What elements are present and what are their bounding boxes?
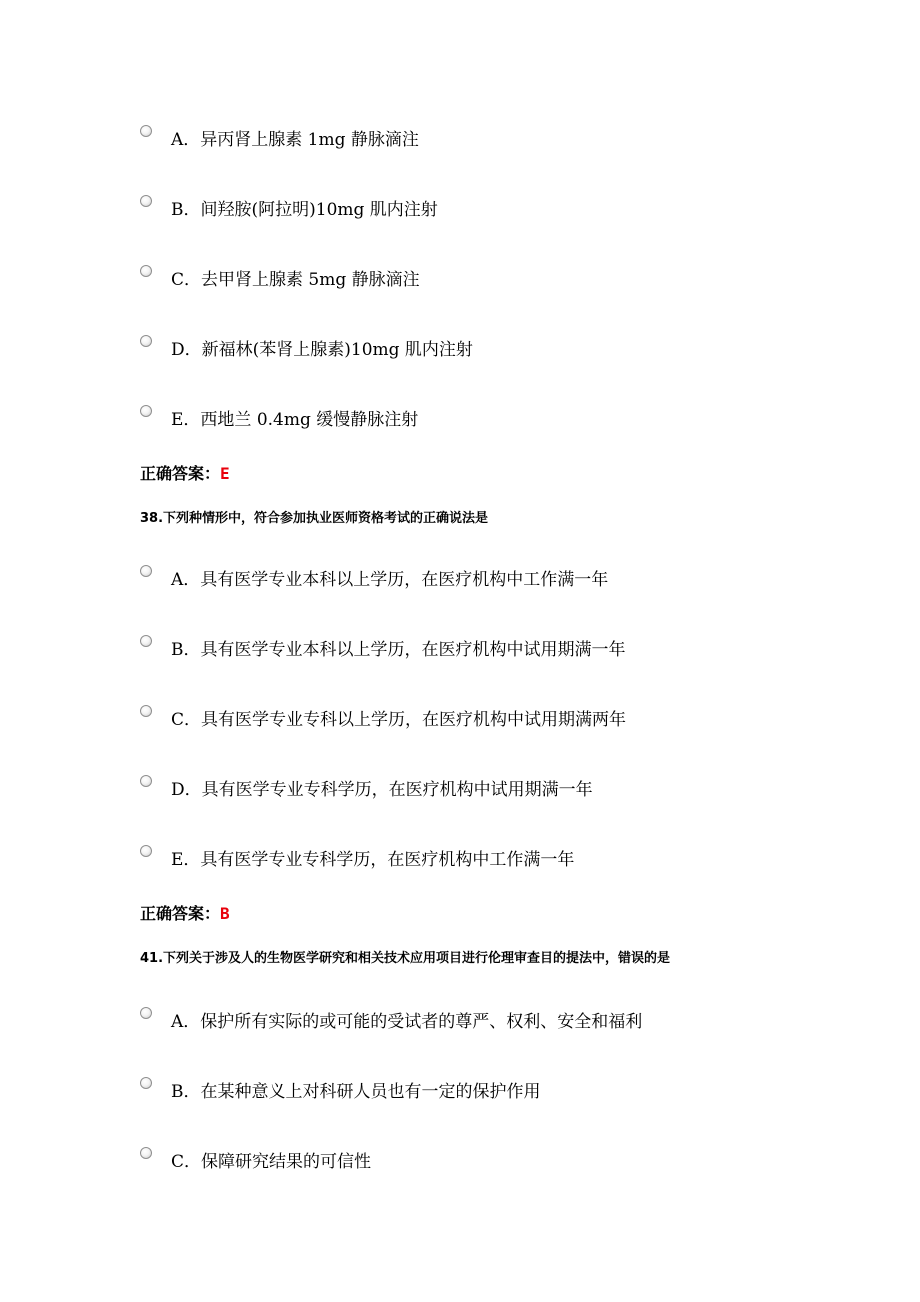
radio-button-icon[interactable] [140,405,152,417]
option-text: B．在某种意义上对科研人员也有一定的保护作用 [171,1082,541,1102]
option-text: E．西地兰 0.4mg 缓慢静脉注射 [171,410,419,430]
radio-button-icon[interactable] [140,195,152,207]
option-text: D．具有医学专业专科学历，在医疗机构中试用期满一年 [171,780,593,800]
radio-button-icon[interactable] [140,335,152,347]
option-text: C．具有医学专业专科以上学历，在医疗机构中试用期满两年 [171,710,627,730]
answer-value: B [220,904,230,923]
answer-label: 正确答案： [140,464,221,483]
question-title: 41.下列关于涉及人的生物医学研究和相关技术应用项目进行伦理审查目的提法中，错误的是 [140,951,671,966]
question-title: 38.下列种情形中，符合参加执业医师资格考试的正确说法是 [140,511,489,526]
radio-button-icon[interactable] [140,1077,152,1089]
radio-button-icon[interactable] [140,565,152,577]
radio-button-icon[interactable] [140,1147,152,1159]
radio-button-icon[interactable] [140,1007,152,1019]
radio-button-icon[interactable] [140,775,152,787]
option-text: B．间羟胺(阿拉明)10mg 肌内注射 [171,200,438,220]
option-text: E．具有医学专业专科学历，在医疗机构中工作满一年 [171,850,575,870]
correct-answer [140,462,230,486]
option-text: A．保护所有实际的或可能的受试者的尊严、权利、安全和福利 [171,1012,643,1032]
radio-button-icon[interactable] [140,125,152,137]
option-text: A．具有医学专业本科以上学历，在医疗机构中工作满一年 [171,570,609,590]
option-text: C．去甲肾上腺素 5mg 静脉滴注 [171,270,420,290]
radio-button-icon[interactable] [140,635,152,647]
option-text: A．异丙肾上腺素 1mg 静脉滴注 [171,130,419,150]
correct-answer [140,902,230,926]
answer-value: E [220,464,230,483]
option-text: B．具有医学专业本科以上学历，在医疗机构中试用期满一年 [171,640,626,660]
option-text: D．新福林(苯肾上腺素)10mg 肌内注射 [171,340,473,360]
radio-button-icon[interactable] [140,845,152,857]
radio-button-icon[interactable] [140,705,152,717]
option-text: C．保障研究结果的可信性 [171,1152,372,1172]
radio-button-icon[interactable] [140,265,152,277]
answer-label: 正确答案： [140,904,221,923]
